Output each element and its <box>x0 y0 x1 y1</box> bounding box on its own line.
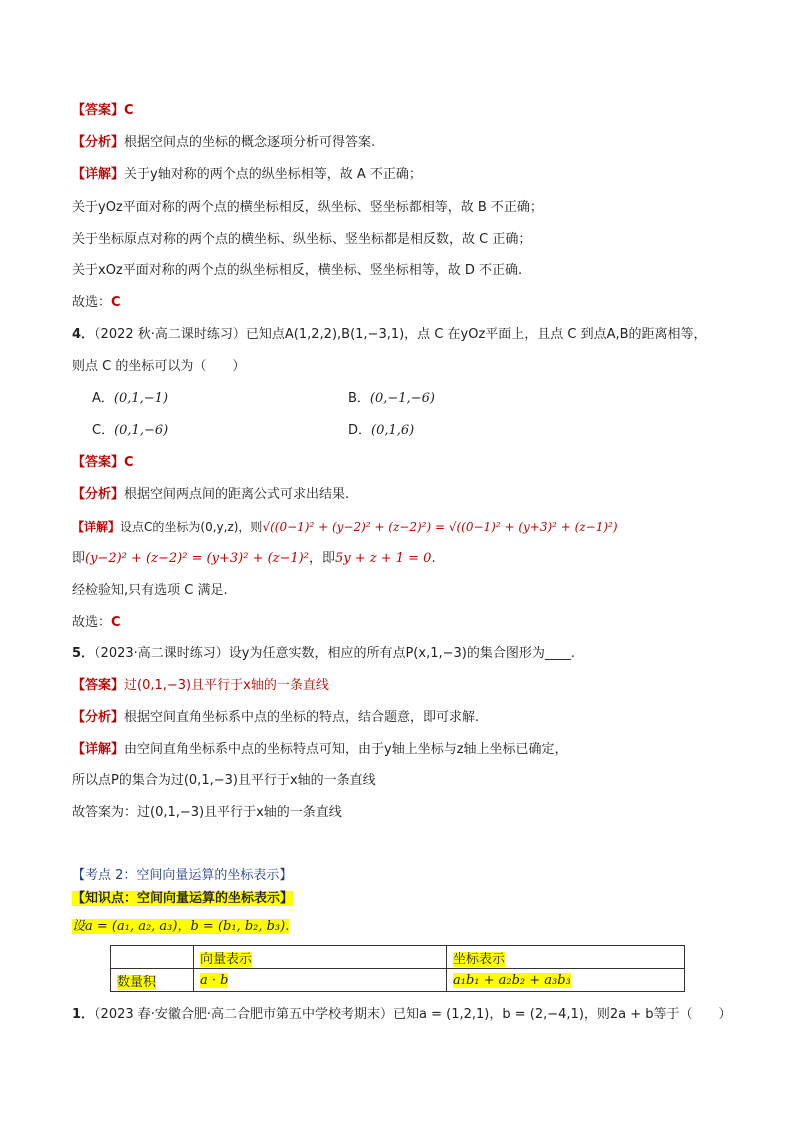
option-label: A． <box>92 391 114 406</box>
analysis-text: 根据空间点的坐标的概念逐项分析可得答案. <box>124 135 376 150</box>
answer-tag: 【答案】 <box>72 678 125 693</box>
q4-option-a <box>92 390 168 408</box>
q3-analysis <box>72 134 375 152</box>
answer-value: C <box>124 455 134 470</box>
distance-equation: √((0−1)² + (y−2)² + (z−2)²) = √((0−1)² + (y+3)² + (z−1)²) <box>262 520 618 534</box>
choose-label: 故选： <box>72 615 112 630</box>
table-header-cell <box>111 946 194 969</box>
answer-tag: 【答案】 <box>72 103 125 118</box>
dot-product-coordinate: a₁b₁ + a₂b₂ + a₃b₃ <box>453 972 571 988</box>
q4-option-b <box>348 390 435 408</box>
q3-detail-1 <box>72 166 422 184</box>
table-row <box>111 969 685 992</box>
choose-value: C <box>111 615 121 630</box>
q3-answer <box>72 102 134 120</box>
q4-choose <box>72 614 121 632</box>
detail-tag: 【详解】 <box>72 167 125 182</box>
option-label: D． <box>348 423 372 438</box>
q3-detail-4: 关于xOz平面对称的两个点的纵坐标相反，横坐标、竖坐标相等，故 D 不正确. <box>72 263 523 278</box>
coordinate-table <box>110 945 685 992</box>
q4-stem-line1 <box>72 326 707 344</box>
answer-value: 过(0,1,−3)且平行于x轴的一条直线 <box>124 678 329 693</box>
q5-line2: 所以点P的集合为过(0,1,−3)且平行于x轴的一条直线 <box>72 773 376 788</box>
option-text: (0,1,6) <box>371 423 415 438</box>
q4-stem-line2: 则点 C 的坐标可以为（ ） <box>72 359 246 374</box>
q5-number: 5． <box>72 646 95 661</box>
q3-choose <box>72 294 121 312</box>
table-cell <box>447 969 685 992</box>
q4-answer <box>72 454 134 472</box>
table-header-row <box>111 946 685 969</box>
q5-source: （2023·高二课时练习） <box>94 646 229 661</box>
detail-tag: 【详解】 <box>72 742 125 757</box>
q4-detail-1 <box>72 518 618 536</box>
header-coordinate: 坐标表示 <box>453 951 506 967</box>
header-vector: 向量表示 <box>200 951 253 967</box>
choose-label: 故选： <box>72 295 112 310</box>
table-cell <box>111 969 194 992</box>
q5-stem-text: 设y为任意实数，相应的所有点P(x,1,−3)的集合图形为____. <box>228 646 575 661</box>
expanded-equation: (y−2)² + (z−2)² = (y+3)² + (z−1)² <box>85 551 309 566</box>
table-header-cell <box>194 946 447 969</box>
detail-end: . <box>431 551 436 566</box>
detail-text: 设点C的坐标为(0,y,z)，则 <box>120 520 263 534</box>
option-text: (0,1,−1) <box>113 391 169 406</box>
option-label: C． <box>92 423 115 438</box>
q4-number: 4． <box>72 327 95 342</box>
q1-source: （2023 春·安徽合肥·高二合肥市第五中学校考期末） <box>94 1007 394 1022</box>
option-text: (0,1,−6) <box>114 423 169 438</box>
analysis-text: 根据空间两点间的距离公式可求出结果. <box>124 487 350 502</box>
vector-setup <box>72 918 289 936</box>
q4-analysis <box>72 486 349 504</box>
analysis-tag: 【分析】 <box>72 487 125 502</box>
q4-option-c <box>92 422 168 440</box>
q3-detail-3: 关于坐标原点对称的两个点的横坐标、纵坐标、竖坐标都是相反数，故 C 正确； <box>72 232 532 247</box>
analysis-tag: 【分析】 <box>72 135 125 150</box>
q5-answer <box>72 677 329 695</box>
choose-value: C <box>111 295 121 310</box>
knowledge-point-heading <box>72 890 293 908</box>
option-text: (0,−1,−6) <box>369 391 435 406</box>
section-heading: 【考点 2：空间向量运算的坐标表示】 <box>72 868 293 883</box>
q4-detail-2 <box>72 550 436 568</box>
q5-analysis <box>72 709 479 727</box>
detail-tag: 【详解】 <box>72 520 121 534</box>
q4-option-d <box>348 422 414 440</box>
q4-stem1: 已知点A(1,2,2),B(1,−3,1)，点 C 在yOz平面上，且点 C 到点A,B的距离相等， <box>245 327 707 342</box>
analysis-text: 根据空间直角坐标系中点的坐标的特点，结合题意，即可求解. <box>124 710 480 725</box>
q4-check: 经检验知,只有选项 C 满足. <box>72 583 228 598</box>
q3-detail-2: 关于yOz平面对称的两个点的横坐标相反，纵坐标、竖坐标都相等，故 B 不正确； <box>72 200 543 215</box>
detail-text: 由空间直角坐标系中点的坐标特点可知，由于y轴上坐标与z轴上坐标已确定， <box>124 742 568 757</box>
q5-stem <box>72 645 575 663</box>
answer-value: C <box>124 103 134 118</box>
dot-product-label: 数量积 <box>117 974 157 990</box>
detail-text: 关于y轴对称的两个点的纵坐标相等，故 A 不正确； <box>124 167 422 182</box>
dot-product-vector: a · b <box>200 972 229 988</box>
answer-tag: 【答案】 <box>72 455 125 470</box>
q4-source: （2022 秋·高二课时练习） <box>94 327 246 342</box>
q5-line3: 故答案为：过(0,1,−3)且平行于x轴的一条直线 <box>72 805 342 820</box>
detail-mid: ，即 <box>308 551 335 566</box>
q5-detail <box>72 741 568 759</box>
table-header-cell <box>447 946 685 969</box>
q1-stem-text: 已知a = (1,2,1)，b = (2,−4,1)，则2a + b等于（ ） <box>393 1007 732 1022</box>
q1-stem <box>72 1006 732 1024</box>
plane-equation: 5y + z + 1 = 0 <box>334 551 432 566</box>
q1-number: 1． <box>72 1007 95 1022</box>
detail-prefix: 即 <box>72 551 86 566</box>
knowledge-point-label: 【知识点：空间向量运算的坐标表示】 <box>72 891 294 906</box>
vector-setup-text: 设a = (a₁, a₂, a₃)，b = (b₁, b₂, b₃). <box>72 919 290 934</box>
table-cell <box>194 969 447 992</box>
analysis-tag: 【分析】 <box>72 710 125 725</box>
option-label: B． <box>348 391 370 406</box>
